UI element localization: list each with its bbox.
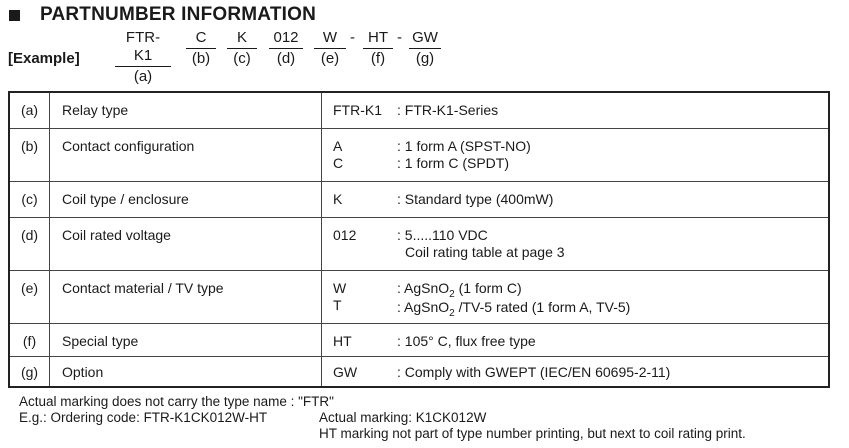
code-letter: (e) [320,50,340,67]
row-name: Contact configuration [62,137,195,154]
row-name: Contact material / TV type [62,279,224,296]
code-value: C [186,29,216,49]
row-desc: : Standard type (400mW) [397,190,554,207]
desc-pre: : AgSnO [397,298,450,315]
table-row [9,181,829,217]
row-id: (c) [21,190,38,207]
example-code-d [269,29,303,69]
row-desc [397,299,828,318]
code-value: W [314,29,346,49]
table-row [9,270,829,323]
square-bullet-icon [9,10,20,21]
table-row [9,356,829,387]
example-code-c [227,29,257,69]
row-id: (a) [20,102,39,118]
row-name: Relay type [62,102,129,118]
example-code-e [314,29,346,69]
row-code: GW [333,363,358,380]
table-row [9,128,829,181]
footer-actual-marking: Actual marking: K1CK012W [319,410,487,425]
row-desc: : FTR-K1-Series [397,102,499,118]
code-letter: (b) [191,50,211,67]
section-heading [9,4,316,26]
row-desc: : 1 form A (SPST-NO) [397,137,531,154]
code-value: FTR-K1 [115,29,171,67]
row-id: (g) [20,363,39,380]
row-desc: : 105° C, flux free type [397,332,536,349]
row-desc [397,280,828,299]
row-code: 012 [333,226,357,243]
desc-pre: : AgSnO [397,279,450,296]
example-code-f [363,29,393,69]
desc-subscript: 2 [449,288,455,300]
code-value: K [227,29,257,49]
code-separator: - [397,29,402,46]
row-id: (e) [20,279,39,296]
row-desc: Coil rating table at page 3 [405,243,565,260]
code-letter: (a) [133,68,153,85]
example-code-g [409,29,441,69]
example-code-a [115,29,171,87]
row-desc: : 1 form C (SPDT) [397,154,510,171]
row-id: (d) [20,226,39,243]
row-name: Coil type / enclosure [62,190,189,207]
code-value: GW [409,29,441,49]
code-letter: (g) [415,50,435,67]
table-row [9,92,829,128]
code-letter: (c) [233,50,251,67]
row-code: A [333,137,343,154]
table-row [9,323,829,356]
heading-text: PARTNUMBER INFORMATION [40,4,317,25]
row-name: Special type [62,332,139,349]
row-desc: : Comply with GWEPT (IEC/EN 60695-2-11) [397,363,671,380]
desc-post: (1 form C) [454,279,522,296]
row-id: (f) [22,332,37,349]
row-code: FTR-K1 [333,102,382,118]
code-separator: - [350,29,355,46]
row-code: K [333,190,343,207]
row-id: (b) [20,137,39,154]
partnumber-table [8,91,830,388]
row-code: W [333,279,347,296]
row-code: HT [333,332,352,349]
code-value: HT [363,29,393,49]
example-label: [Example] [8,50,80,67]
footer-ordering-code: E.g.: Ordering code: FTR-K1CK012W-HT [19,410,268,425]
example-code-b [186,29,216,69]
code-letter: (d) [276,50,296,67]
row-name: Option [62,363,104,380]
row-name: Coil rated voltage [62,226,171,243]
desc-subscript: 2 [449,307,455,319]
footer-ht-note: HT marking not part of type number printing, but next to coil rating print. [319,426,746,441]
code-value: 012 [269,29,303,49]
table-row [9,217,829,270]
desc-post: /TV-5 rated (1 form A, TV-5) [454,298,631,315]
row-code: C [333,154,344,171]
footer-note-marking: Actual marking does not carry the type name : "FTR" [19,394,334,409]
row-code: T [333,296,342,313]
row-desc: : 5.....110 VDC [397,226,488,243]
code-letter: (f) [370,50,386,67]
